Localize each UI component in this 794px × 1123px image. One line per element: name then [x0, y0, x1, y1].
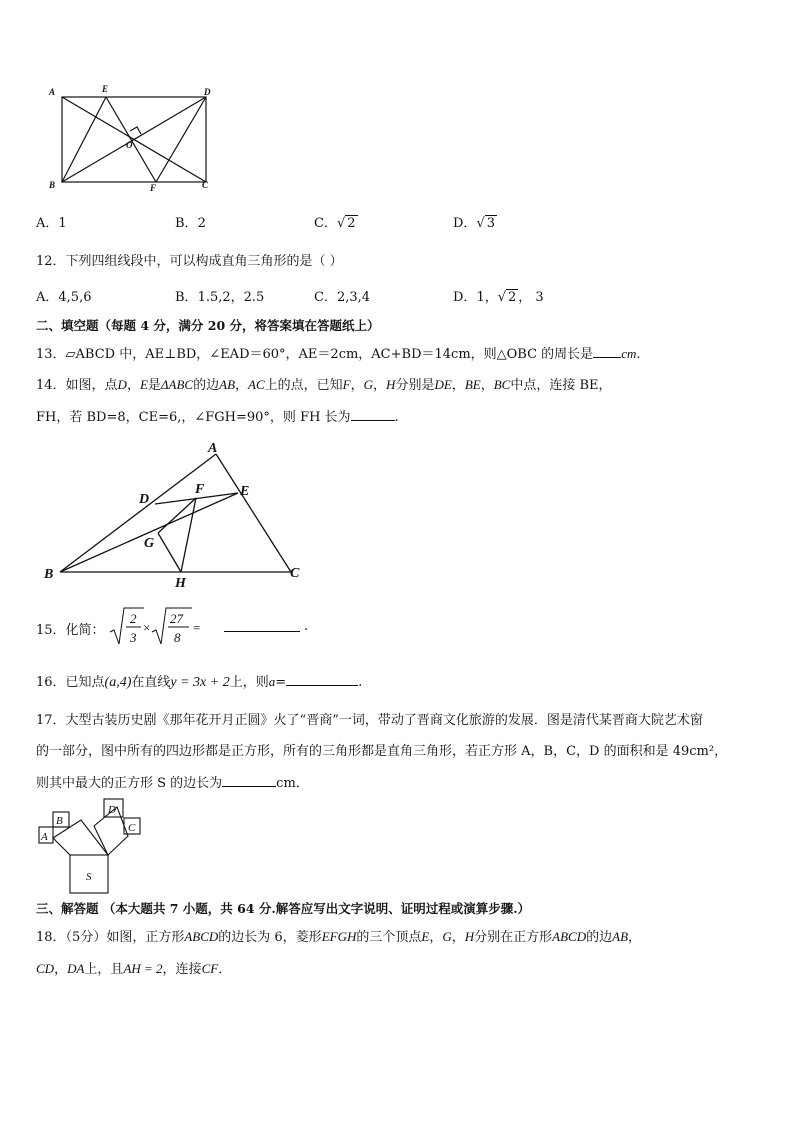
segment-ac [216, 454, 291, 572]
q14-line-1: 14．如图，点D，E是ΔABC的边AB，AC上的点，已知F，G，H分别是DE，BE，BC中点，连接 BE， [36, 377, 612, 393]
q16: 16．已知点(a,4)在直线y = 3x + 2上，则a= . [36, 674, 363, 690]
figure-11-rectangle [44, 82, 224, 194]
label-d: D [204, 87, 211, 97]
label-o: O [126, 140, 133, 150]
q12-option-d: D．1，√ 2 ， 3 [453, 290, 544, 305]
denominator-1: 3 [130, 630, 137, 645]
numerator-1: 2 [130, 611, 137, 626]
label-b: B [56, 815, 63, 827]
label-c: C [128, 822, 136, 834]
label-a: A [41, 831, 48, 843]
q12-stem: 12．下列四组线段中，可以构成直角三角形的是（ ） [36, 254, 343, 269]
q17-answer-blank [222, 775, 276, 787]
label-f: F [150, 183, 157, 193]
q14-answer-blank [351, 409, 395, 421]
label-c: C [290, 566, 300, 581]
label-e: E [102, 84, 109, 94]
q13: 13．▱ABCD 中，AE⊥BD，∠EAD＝60°，AE＝2cm，AC+BD＝14cm，则△OBC 的周长是 cm. [36, 346, 641, 362]
q12-option-a: A．4,5,6 [36, 290, 92, 305]
label-d: D [139, 492, 150, 507]
times-sign: × [143, 620, 151, 635]
sqrt-sign-1 [110, 608, 144, 644]
label-a: A [49, 87, 56, 97]
label-b: B [44, 567, 54, 582]
denominator-2: 8 [174, 630, 181, 645]
q11-option-a: A．1 [36, 216, 67, 231]
q17-line-1: 17．大型古装历史剧《那年花开月正圆》火了“晋商”一词，带动了晋商文化旅游的发展．图是清代某晋商大院艺术窗 [36, 713, 703, 728]
label-d: D [108, 804, 116, 816]
figure-14-triangle [38, 440, 318, 592]
section-3-title: 三、解答题 （本大题共 7 小题，共 64 分.解答应写出文字说明、证明过程或演算步骤.） [36, 901, 531, 916]
label-s: S [86, 871, 92, 883]
equals-sign: = [193, 620, 201, 635]
q12-option-c: C．2,3,4 [314, 290, 371, 305]
label-g: G [144, 536, 155, 551]
q13-answer-blank [593, 346, 621, 358]
q11-option-d: D．√ 3 [453, 216, 496, 231]
q11-option-b: B．2 [175, 216, 206, 231]
segment-fd [156, 97, 206, 182]
right-angle-mark [130, 127, 141, 134]
segment-gh [158, 533, 181, 572]
q16-answer-blank [286, 674, 358, 686]
q12-option-b: B．1.5,2，2.5 [175, 290, 265, 305]
q15-answer-blank [224, 620, 300, 632]
sqrt-2: √ 2 [336, 216, 356, 231]
q18-line-1: 18．（5分）如图，正方形ABCD的边长为 6，菱形EFGH的三个顶点E，G，H分别在正方形ABCD的边AB， [36, 929, 642, 945]
label-c: C [202, 180, 209, 190]
sqrt-3: √ 3 [476, 216, 496, 231]
q17-line-2: 的一部分，图中所有的四边形都是正方形，所有的三角形都是直角三角形，若正方形 A，B，C，D 的面积和是 49cm²， [36, 744, 728, 759]
label-a: A [208, 441, 218, 456]
figure-17-squares [36, 796, 148, 896]
label-h: H [175, 576, 186, 591]
q15-expression [108, 606, 228, 648]
q17-line-3: 则其中最大的正方形 S 的边长为 cm． [36, 776, 309, 791]
q11-option-c: C．√ 2 [314, 216, 356, 231]
q14-line-2: FH，若 BD=8，CE=6,，∠FGH=90°，则 FH 长为 . [36, 410, 399, 425]
label-b: B [49, 180, 56, 190]
numerator-2: 27 [170, 611, 183, 626]
label-f: F [195, 482, 205, 497]
section-2-title: 二、填空题（每题 4 分，满分 20 分，将答案填在答题纸上） [36, 318, 380, 333]
label-e: E [240, 484, 250, 499]
q18-line-2: CD，DA上，且AH = 2，连接CF． [36, 961, 232, 977]
